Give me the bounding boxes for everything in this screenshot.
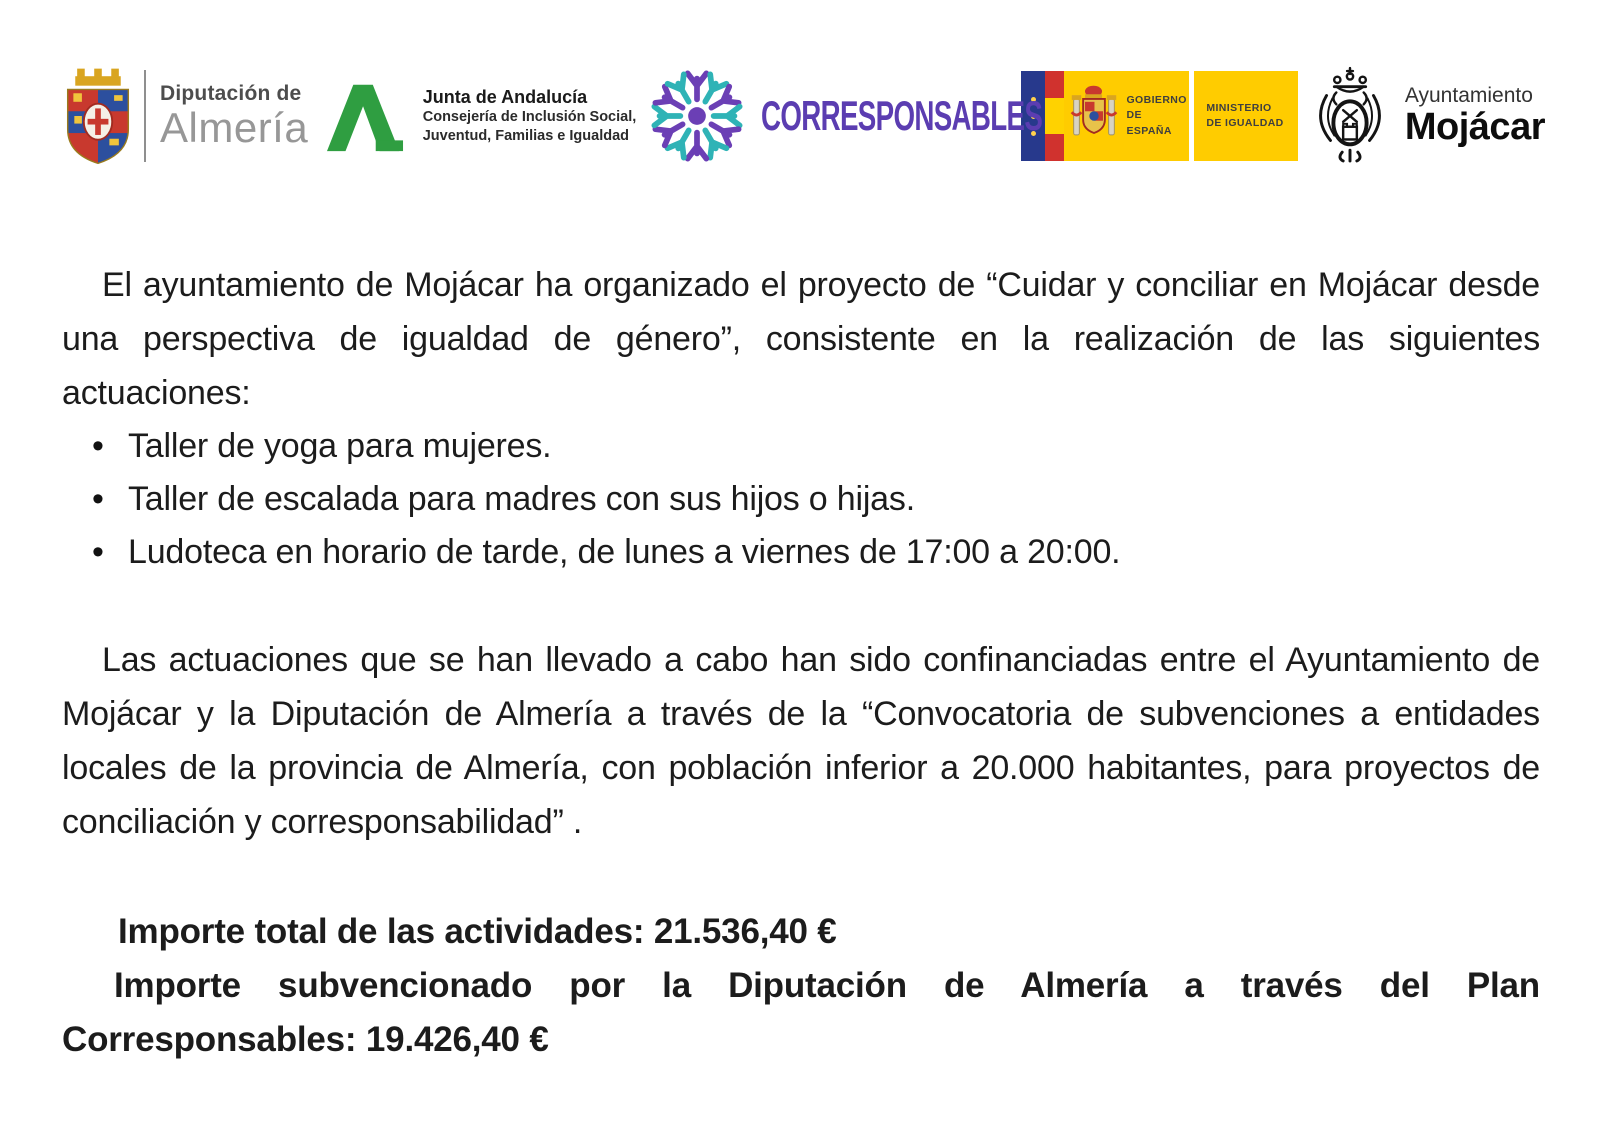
list-item xyxy=(62,473,1540,526)
junta-andalucia-icon xyxy=(317,77,413,155)
gobierno-box xyxy=(1021,71,1189,161)
logo-divider xyxy=(144,70,146,162)
bullet-icon: • xyxy=(92,533,104,571)
paragraph-funding: Las actuaciones que se han llevado a cabo han sido confinanciadas entre el Ayuntamiento de Mojácar y la Diputación de Almería a través de la “Convocatoria de subvenciones a entidades locales de la provincia de Almería, con población inferior a 20.000 habitantes, para proyectos de conciliación y corresponsabilidad” . xyxy=(62,641,1540,841)
list-item xyxy=(62,420,1540,473)
ministerio-box xyxy=(1194,71,1298,161)
list-item-text: Ludoteca en horario de tarde, de lunes a viernes de 17:00 a 20:00. xyxy=(128,533,1121,571)
logo-diputacion-almeria xyxy=(62,66,308,166)
logo-corresponsables xyxy=(645,64,1043,168)
mojacar-name: Mojácar xyxy=(1404,106,1545,149)
gobierno-line1: GOBIERNO xyxy=(1126,94,1187,107)
subsidized-amount-line: Importe subvencionado por la Diputación de Almería a través del Plan Corresponsables: 19.426,40 € xyxy=(62,966,1540,1059)
logo-ayuntamiento-mojacar xyxy=(1307,66,1545,166)
bullet-icon: • xyxy=(92,480,104,518)
corresponsables-icon xyxy=(645,64,749,168)
corresponsables-wordmark: CORRESPONSABLES xyxy=(760,92,1043,139)
amounts-block xyxy=(62,905,1540,1067)
spain-flag-icon xyxy=(1045,71,1065,161)
list-item xyxy=(62,526,1540,579)
logo-gobierno-espana xyxy=(1021,71,1298,161)
mojacar-emblem-icon xyxy=(1307,66,1393,166)
spain-coat-of-arms-icon xyxy=(1068,80,1120,152)
logo-strip xyxy=(0,0,1600,170)
document-body xyxy=(62,258,1540,1067)
paragraph-intro: El ayuntamiento de Mojácar ha organizado el proyecto de “Cuidar y conciliar en Mojácar desde una perspectiva de igualdad de género”, consistente en la realización de las siguientes actuaciones: xyxy=(62,266,1540,412)
total-amount-line: Importe total de las actividades: 21.536,40 € xyxy=(118,912,837,951)
list-item-text: Taller de escalada para madres con sus hijos o hijas. xyxy=(128,480,915,518)
junta-title: Junta de Andalucía xyxy=(422,86,588,107)
junta-subtitle-2: Juventud, Familias e Igualdad xyxy=(422,127,630,144)
diputacion-name: Almería xyxy=(160,103,309,151)
gobierno-line2: DE ESPAÑA xyxy=(1126,109,1172,137)
ministerio-line1: MINISTERIO xyxy=(1206,101,1272,114)
list-item-text: Taller de yoga para mujeres. xyxy=(128,427,552,465)
ministerio-line2: DE IGUALDAD xyxy=(1206,117,1284,129)
activities-list xyxy=(62,420,1540,579)
diputacion-label: Diputación de xyxy=(160,81,302,105)
mojacar-label: Ayuntamiento xyxy=(1404,84,1533,108)
logo-junta-andalucia xyxy=(317,77,637,155)
junta-subtitle-1: Consejería de Inclusión Social, xyxy=(422,108,637,125)
diputacion-almeria-shield-icon xyxy=(62,66,134,166)
bullet-icon: • xyxy=(92,427,104,465)
